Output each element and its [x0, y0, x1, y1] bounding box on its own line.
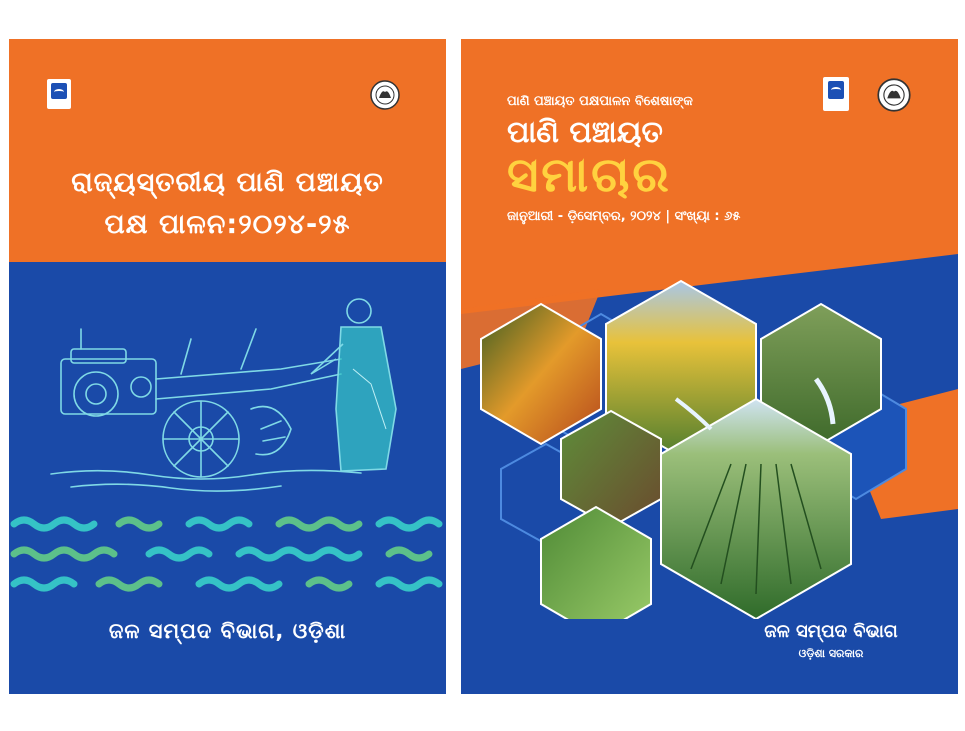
right-cover-title-line1: ପାଣି ପଞ୍ଚାୟତ [507, 115, 663, 150]
left-cover-title-line2: ପକ୍ଷ ପାଳନ:୨୦୨୪-୨୫ [104, 209, 351, 240]
left-cover-title-line1: ରାଜ୍ୟସ୍ତରୀୟ ପାଣି ପଞ୍ଚାୟତ [71, 167, 384, 198]
left-cover-department: ଜଳ ସମ୍ପଦ ବିଭାଗ, ଓଡ଼ିଶା [108, 619, 347, 643]
right-cover-subtitle: ପାଣି ପଞ୍ଚାୟତ ପକ୍ଷପାଳନ ବିଶେଷାଙ୍କ [507, 94, 693, 109]
department-logo-icon [47, 79, 71, 109]
farmer-power-tiller-illustration [41, 289, 421, 499]
left-cover-orange-band [9, 39, 446, 262]
odisha-government-seal-icon [369, 79, 401, 111]
right-cover-department: ଜଳ ସମ୍ପଦ ବିଭାଗ [764, 621, 898, 642]
department-logo-icon [823, 77, 849, 111]
water-waves-decoration [9, 509, 446, 599]
photo-sprinkler-leaves [541, 507, 651, 619]
right-booklet-cover [461, 39, 958, 694]
photo-hexagon-collage [461, 239, 958, 619]
right-cover-issue-info: ଜାନୁଆରୀ - ଡ଼ିସେମ୍ବର, ୨୦୨୪ | ସଂଖ୍ୟା : ୬୫ [507, 209, 741, 224]
right-cover-title-line2: ସମାଚାର [507, 147, 672, 203]
left-booklet-cover [9, 39, 446, 694]
right-cover-government: ଓଡ଼ିଶା ସରକାର [798, 647, 864, 660]
odisha-government-seal-icon [876, 77, 912, 113]
